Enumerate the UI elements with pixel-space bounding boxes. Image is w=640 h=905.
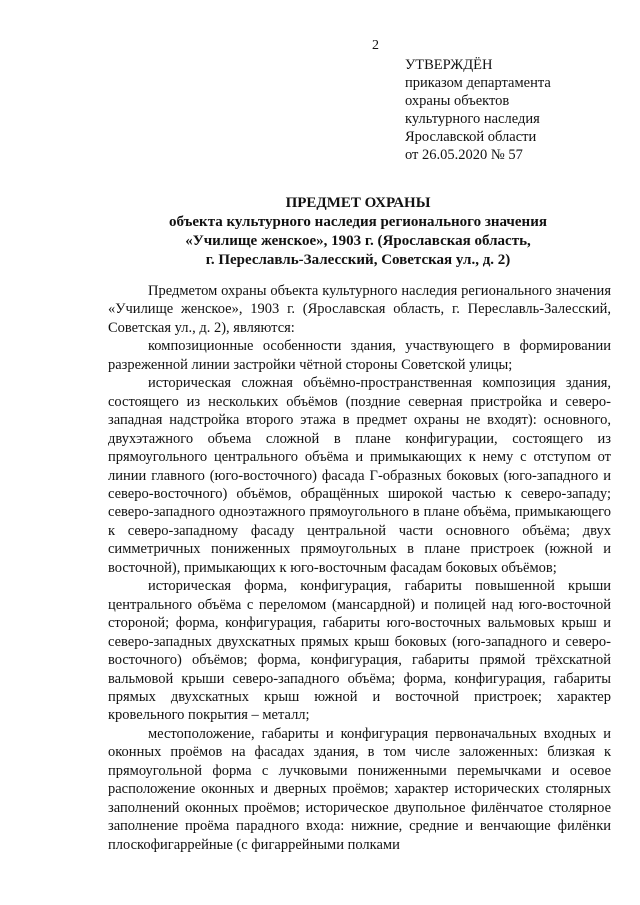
title-line: «Училище женское», 1903 г. (Ярославская область,: [185, 233, 531, 249]
body-paragraph: композиционные особенности здания, участвующего в формировании разреженной линии застройки чётной стороны Советской улицы;: [108, 338, 611, 373]
approval-stamp: [405, 56, 625, 164]
approval-line: приказом департамента: [405, 75, 551, 91]
approval-line: охраны объектов: [405, 93, 510, 109]
body-paragraph: местоположение, габариты и конфигурация первоначальных входных и оконных проёмов на фасадах здания, в том числе заложенных: близкая к прямоугольной форма с лучковыми пониженными перемычками и осевое расположение оконных и дверных проёмов; характер исторических столярных заполнений оконных проёмов; историческое двупольное филёнчатое столярное заполнение проёма парадного входа: нижние, средние и венчающие филёнки плоскофигаррейные (с фигаррейными полками: [108, 725, 611, 853]
body-paragraph: историческая сложная объёмно-пространственная композиция здания, состоящего из нескольких объёмов (поздние северная пристройка и северо-западная надстройка второго этажа в предмет охраны не входят): основного, двухэтажного объема сложной в плане конфигурации, состоящего из прямоугольного центрального объёма и примыкающих к нему с отступом от линии главного (юго-восточного) фасада Г-образных боковых (юго-западного и северо-восточного) объёмов, обращённых широкой частью к северо-западу; северо-западного одноэтажного прямоугольного в плане объёма, примыкающего к северо-западному фасаду центральной части основного объёма; двух симметричных пониженных прямоугольных в плане пристроек (южной и восточной), примыкающих к юго-восточным фасадам боковых объёмов;: [108, 375, 611, 576]
approval-line: от 26.05.2020 № 57: [405, 147, 523, 163]
body-paragraph: историческая форма, конфигурация, габариты повышенной крыши центрального объёма с переломом (мансардной) и полицей над юго-восточной стороной; форма, конфигурация, габариты юго-восточных вальмовых крыш и северо-западных двухскатных прямых крыш боковых (юго-западного и северо-восточного) объёмов; форма, конфигурация, габариты прямой трёхскатной вальмовой крыши северо-западного объёма; форма, конфигурация, габариты прямых двухскатных крыш южной и восточной пристроек; характер кровельного покрытия – металл;: [108, 578, 611, 724]
page-number: 2: [372, 38, 379, 53]
approval-line: культурного наследия: [405, 111, 540, 127]
document-title: [108, 194, 608, 270]
document-body: [108, 282, 611, 854]
approval-line: Ярославской области: [405, 129, 537, 145]
title-heading: ПРЕДМЕТ ОХРАНЫ: [285, 195, 431, 211]
title-line: г. Переславль-Залесский, Советская ул., д. 2): [205, 252, 511, 268]
body-paragraph: Предметом охраны объекта культурного наследия регионального значения «Училище женское», 1903 г. (Ярославская область, г. Переславль-Залесский, Советская ул., д. 2), являются:: [108, 283, 611, 336]
title-line: объекта культурного наследия регионального значения: [169, 214, 547, 230]
approval-line: УТВЕРЖДЁН: [405, 57, 493, 73]
